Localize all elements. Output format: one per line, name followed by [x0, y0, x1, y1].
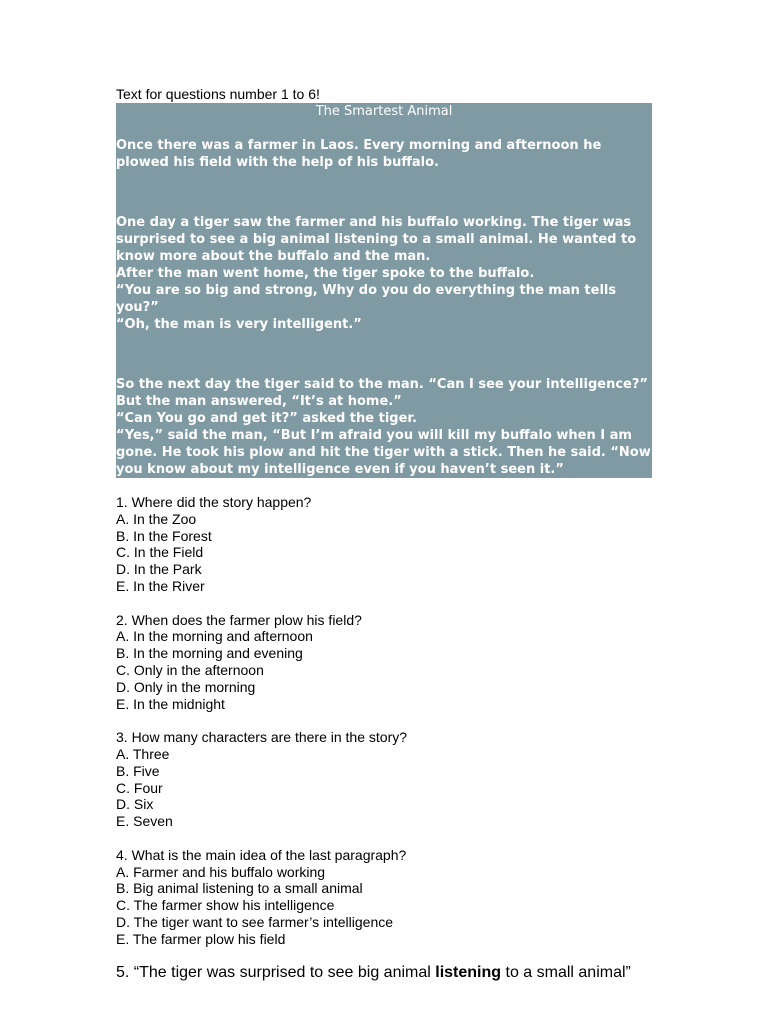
- answer-option: C. Only in the afternoon: [116, 661, 264, 678]
- question-5-after: to a small animal”: [501, 964, 631, 982]
- answer-option: D. Six: [116, 796, 154, 813]
- story-paragraph: One day a tiger saw the farmer and his buffalo working. The tiger was surprised to see a big animal listening to a small animal. He wanted to know more about the buffalo and the man.: [116, 215, 637, 264]
- question-3: [116, 729, 656, 830]
- answer-option: B. In the Forest: [116, 527, 212, 544]
- answer-option: A. In the Zoo: [116, 510, 197, 527]
- intro-text: Text for questions number 1 to 6!: [116, 86, 320, 102]
- question-text: 4. What is the main idea of the last paragraph?: [116, 846, 407, 863]
- answer-option: E. Seven: [116, 813, 173, 830]
- answer-option: D. In the Park: [116, 561, 202, 578]
- story-gap: [116, 346, 652, 363]
- question-5-highlight: listening: [435, 964, 502, 982]
- answer-option: C. The farmer show his intelligence: [116, 897, 335, 914]
- story-gap: [116, 120, 652, 137]
- answer-option: B. Five: [116, 762, 160, 779]
- answer-option: E. In the River: [116, 577, 205, 594]
- story-paragraph: “Can You go and get it?” asked the tiger.: [116, 411, 417, 426]
- story-paragraph: After the man went home, the tiger spoke to the buffalo.: [116, 266, 535, 281]
- answer-option: D. The tiger want to see farmer’s intelligence: [116, 913, 394, 930]
- story-paragraph: So the next day the tiger said to the man. “Can I see your intelligence?” But the man answered, “It’s at home.”: [116, 377, 648, 409]
- question-2: [116, 612, 656, 713]
- question-text: 2. When does the farmer plow his field?: [116, 611, 362, 628]
- story-paragraph: “You are so big and strong, Why do you do everything the man tells you?”: [116, 283, 617, 315]
- worksheet-page: [116, 86, 656, 982]
- story-paragraph: Once there was a farmer in Laos. Every morning and afternoon he plowed his field with the help of his buffalo.: [116, 138, 602, 170]
- question-text: 3. How many characters are there in the story?: [116, 729, 408, 746]
- question-text: 1. Where did the story happen?: [116, 494, 312, 510]
- answer-option: B. In the morning and evening: [116, 645, 303, 662]
- story-box: [116, 103, 652, 478]
- question-4: [116, 847, 656, 948]
- question-5-before: 5. “The tiger was surprised to see big animal: [116, 964, 436, 982]
- answer-option: A. Three: [116, 745, 170, 762]
- questions-list: [116, 494, 656, 948]
- story-body: [116, 137, 652, 478]
- story-gap: [116, 184, 652, 201]
- story-title: The Smartest Animal: [315, 104, 453, 119]
- answer-option: E. The farmer plow his field: [116, 930, 286, 947]
- answer-option: A. Farmer and his buffalo working: [116, 863, 326, 880]
- story-paragraph: “Oh, the man is very intelligent.”: [116, 317, 362, 332]
- question-1: [116, 494, 656, 595]
- answer-option: C. In the Field: [116, 544, 204, 561]
- answer-option: E. In the midnight: [116, 695, 225, 712]
- story-paragraph: “Yes,” said the man, “But I’m afraid you will kill my buffalo when I am gone. He took his plow and hit the tiger with a stick. Then he said. “Now you know about my intelligence even if you haven’t seen it.”: [116, 428, 651, 477]
- answer-option: C. Four: [116, 779, 163, 796]
- answer-option: A. In the morning and afternoon: [116, 628, 313, 645]
- answer-option: B. Big animal listening to a small animal: [116, 880, 363, 897]
- question-5: [116, 964, 656, 982]
- answer-option: D. Only in the morning: [116, 678, 256, 695]
